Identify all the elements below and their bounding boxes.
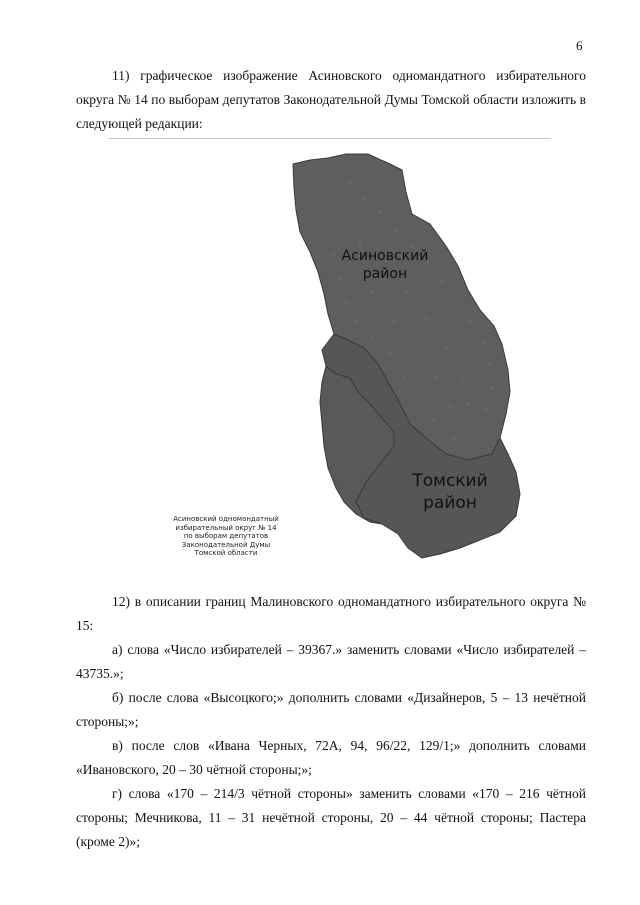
item-12-g-text: г) слова «170 – 214/3 чётной стороны» заменить словами «170 – 216 чётной стороны; Мечникова, 11 – 31 нечётной стороны, 20 – 44 чётной стороны; Пастера (кроме 2)»; — [76, 786, 586, 849]
item-11-text: 11) графическое изображение Асиновского одномандатного избирательного округа № 14 по выборам депутатов Законодательной Думы Томской области изложить в следующей редакции: — [76, 68, 586, 131]
paragraph-item-12-g — [76, 782, 586, 854]
tomsk-label-line2: район — [423, 493, 477, 513]
district-map — [150, 142, 550, 572]
map-legend: Асиновский одномандатный избирательный округ № 14 по выборам депутатов Законодательной Думы Томской области — [173, 515, 279, 558]
item-12-a-text: а) слова «Число избирателей – 39367.» заменить словами «Число избирателей – 43735.»; — [76, 642, 586, 681]
asino-label-line1: Асиновский — [341, 248, 429, 264]
item-12-intro: 12) в описании границ Малиновского одномандатного избирательного округа № 15: — [76, 594, 586, 633]
page-number: 6 — [576, 38, 583, 53]
paragraph-item-12 — [76, 590, 586, 638]
divider — [108, 138, 551, 139]
item-12-b-text: б) после слова «Высоцкого;» дополнить словами «Дизайнеров, 5 – 13 нечётной стороны;»; — [76, 690, 586, 729]
paragraph-item-12-v — [76, 734, 586, 782]
paragraph-item-12-a — [76, 638, 586, 686]
item-12-v-text: в) после слов «Ивана Черных, 72А, 94, 96/22, 129/1;» дополнить словами «Ивановского, 20 – 30 чётной стороны;»; — [76, 738, 586, 777]
paragraph-item-12-b — [76, 686, 586, 734]
tomsk-label-line1: Томский — [412, 471, 488, 491]
asino-label-line2: район — [362, 266, 408, 282]
district-map-svg — [150, 142, 550, 572]
paragraph-item-11 — [76, 64, 586, 136]
